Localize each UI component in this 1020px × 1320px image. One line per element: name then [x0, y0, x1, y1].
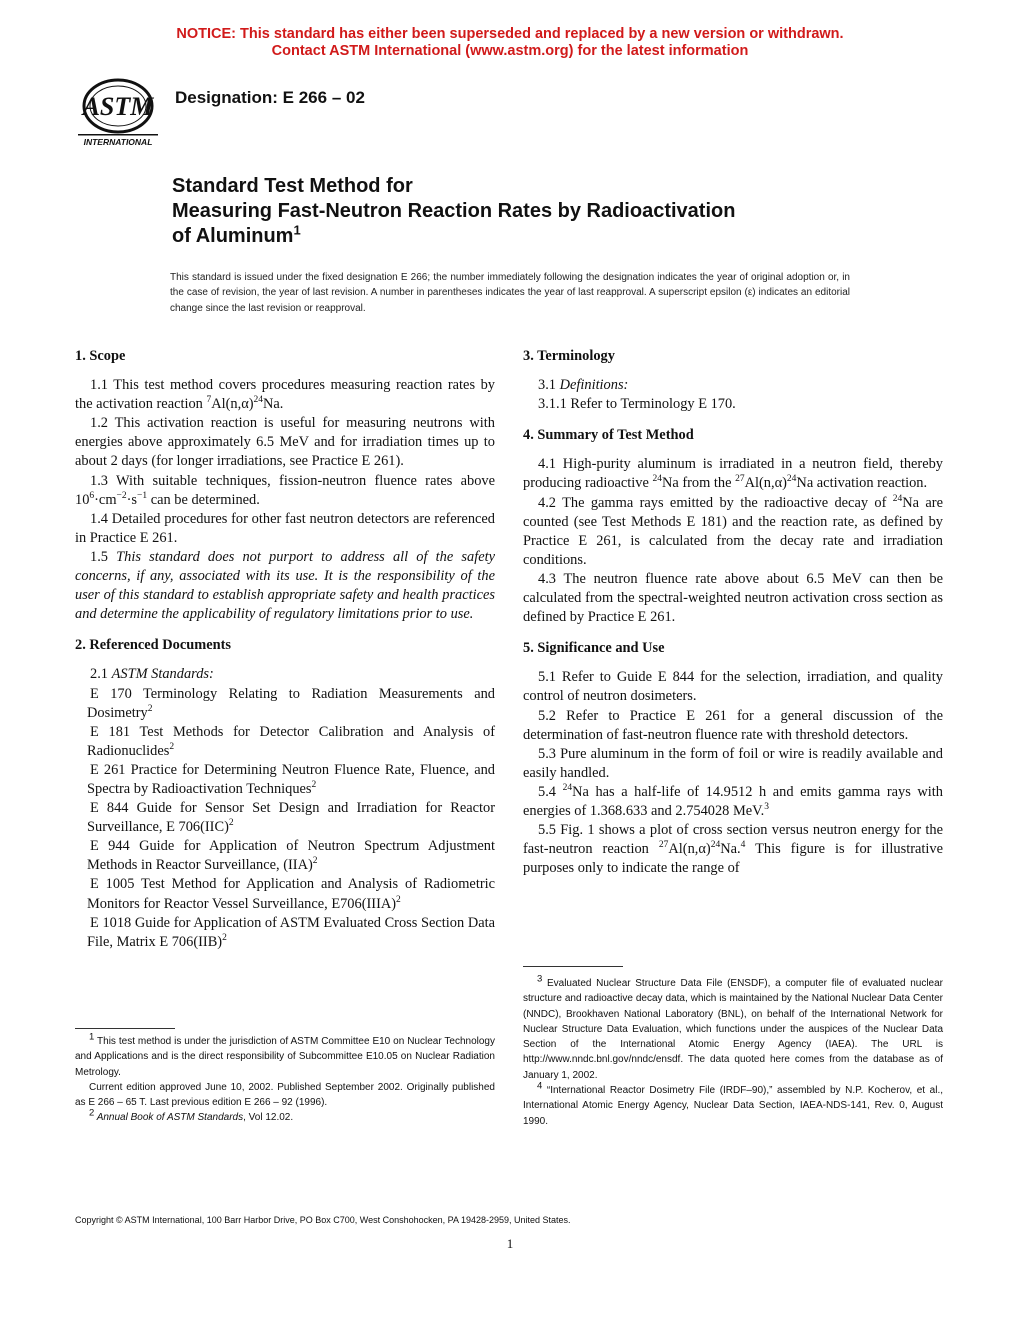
para-4-1: 4.1 High-purity aluminum is irradiated in a neutron field, thereby producing radioactive $^{24}$Na from the $^{27}Al(n,\alpha)^{24}Na$ activation reaction.: [523, 456, 943, 492]
designation: Designation: E 266 – 02: [175, 88, 365, 107]
page-number: 1: [506, 1236, 514, 1251]
para-1-5: 1.5 This standard does not purport to address all of the safety concerns, if any, associated with its use. It is the responsibility of the user of this standard to establish appropriate safety and health practices and determine the applicability of regulatory limitations prior to use.: [75, 548, 495, 623]
para-4-2: 4.2 The gamma rays emitted by the radioactive decay of $^{24}$Na are counted (see Test Methods E 181) and the reaction rate, as defined by Practice E 261, is calculated from the decay rate and irradiation conditions.: [523, 493, 943, 568]
section-heading-summary: 4. Summary of Test Method: [523, 427, 694, 444]
reference-item: E 844 Guide for Sensor Set Design and Irradiation for Reactor Surveillance, E 706(IIC)$^2$: [87, 800, 495, 836]
reference-item: E 1005 Test Method for Application and Analysis of Radiometric Monitors for Reactor Vessel Surveillance, E706(IIIA)$^2$: [87, 876, 495, 912]
title-footnote-mark: 1: [293, 222, 301, 238]
footnote-2: $^2$ Annual Book of ASTM Standards, Vol 12.02.: [89, 1108, 294, 1124]
title-line-3: of Aluminum: [172, 225, 294, 247]
para-5-1: 5.1 Refer to Guide E 844 for the selection, irradiation, and quality control of neutron dosimeters.: [523, 669, 943, 705]
para-1-4: 1.4 Detailed procedures for other fast neutron detectors are referenced in Practice E 261.: [75, 510, 495, 546]
copyright-line: Copyright © ASTM International, 100 Barr Harbor Drive, PO Box C700, West Conshohocken, PA 19428-2959, United States.: [75, 1215, 571, 1225]
astm-logo: [76, 76, 160, 150]
para-5-3: 5.3 Pure aluminum in the form of foil or wire is readily available and easily handled.: [523, 745, 943, 781]
footnote-divider-right: [523, 966, 623, 967]
reference-item: E 170 Terminology Relating to Radiation Measurements and Dosimetry$^2$: [87, 685, 495, 721]
document-title: [172, 174, 872, 249]
footnote-1: $^1$ This test method is under the jurisdiction of ASTM Committee E10 on Nuclear Technology and Applications and is the direct responsibility of Subcommittee E10.05 on Nuclear Radiation Metrology.: [75, 1031, 495, 1078]
footnote-3: $^3$ Evaluated Nuclear Structure Data File (ENSDF), a computer file of evaluated nuclear structure and radioactive decay data, which is maintained by the National Nuclear Data Center (NNDC), Brookhaven National Laboratory (BNL), on behalf of the International Network for Nuclear Structure Data Evaluation, which functions under the auspices of the Nuclear Data Section of the International Atomic Energy Agency (IAEA). The URL is http://www.nndc.bnl.gov/nndc/ensdf. The data quoted here comes from the database as of January 1, 2002.: [523, 973, 943, 1081]
para-1-3: 1.3 With suitable techniques, fission-neutron fluence rates above $10^6\cdot cm^{-2}\cdot s^{-1}$ can be determined.: [75, 472, 495, 508]
para-5-2: 5.2 Refer to Practice E 261 for a general discussion of the determination of fast-neutron fluence rate with threshold detectors.: [523, 707, 943, 743]
para-5-4: 5.4 $^{24}$Na has a half-life of 14.9512 h and emits gamma rays with energies of 1.368.633 and 2.754028 MeV.$^3$: [523, 783, 943, 819]
issue-note: This standard is issued under the fixed designation E 266; the number immediately following the designation indicates the year of original adoption or, in the case of revision, the year of last revision. A number in parentheses indicates the year of last reapproval. A superscript epsilon (ε) indicates an editorial change since the last revision or reapproval.: [170, 272, 850, 314]
para-1-2: 1.2 This activation reaction is useful for measuring neutrons with energies above approximately 6.5 MeV and for irradiation times up to about 2 days (for longer irradiations, see Practice E 261).: [75, 415, 495, 470]
footnote-1-history: Current edition approved June 10, 2002. Published September 2002. Originally published as E 266 – 65 T. Last previous edition E 266 – 92 (1996).: [75, 1081, 495, 1109]
section-heading-significance: 5. Significance and Use: [523, 640, 665, 657]
footnote-divider-left: [75, 1028, 175, 1029]
footnotes-right: [523, 973, 943, 1129]
para-4-3: 4.3 The neutron fluence rate above about 6.5 MeV can then be calculated from the spectral-weighted neutron activation cross section as defined by Practice E 261.: [523, 570, 943, 626]
para-3-1-1: 3.1.1 Refer to Terminology E 170.: [538, 396, 736, 413]
withdrawal-notice: [0, 26, 1020, 60]
logo-letters: ASTM: [82, 92, 154, 121]
reference-item: E 181 Test Methods for Detector Calibration and Analysis of Radionuclides$^2$: [87, 723, 495, 759]
notice-line-1: NOTICE: This standard has either been superseded and replaced by a new version or withdrawn.: [176, 26, 844, 42]
reference-list: [75, 685, 495, 952]
reference-item: E 944 Guide for Application of Neutron Spectrum Adjustment Methods in Reactor Surveillance, (IIA)$^2$: [87, 838, 495, 874]
right-column: [523, 347, 943, 878]
reference-item: E 1018 Guide for Application of ASTM Evaluated Cross Section Data File, Matrix E 706(IIB)$^2$: [87, 914, 495, 950]
para-5-5: 5.5 Fig. 1 shows a plot of cross section versus neutron energy for the fast-neutron reaction $^{27}Al(n,\alpha)^{24}Na.^4$ This figure is for illustrative purposes only to indicate the range of: [523, 822, 943, 877]
reference-item: E 261 Practice for Determining Neutron Fluence Rate, Fluence, and Spectra by Radioactivation Techniques$^2$: [87, 761, 495, 797]
para-1-1: 1.1 This test method covers procedures measuring reaction rates by the activation reaction $^7Al(n,\alpha)^{24}Na$.: [75, 377, 495, 413]
logo-subtext: INTERNATIONAL: [83, 137, 153, 147]
section-heading-referenced-documents: 2. Referenced Documents: [75, 637, 231, 654]
footnotes-left: [75, 1031, 495, 1126]
title-line-1: Standard Test Method for: [172, 175, 413, 197]
left-column: [75, 347, 495, 952]
notice-line-2: Contact ASTM International (www.astm.org) for the latest information: [271, 43, 749, 59]
section-heading-terminology: 3. Terminology: [523, 348, 615, 364]
footnote-4: $^4$ “International Reactor Dosimetry File (IRDF–90),” assembled by N.P. Kocherov, et al., International Atomic Energy Agency, Nuclear Data Section, IAEA-NDS-141, Rev. 0, August 1990.: [523, 1080, 943, 1127]
section-heading-scope: 1. Scope: [75, 348, 126, 364]
para-2-1: 2.1 ASTM Standards:: [90, 666, 214, 683]
para-3-1: 3.1 Definitions:: [538, 377, 629, 394]
title-line-2: Measuring Fast-Neutron Reaction Rates by Radioactivation: [172, 200, 736, 222]
